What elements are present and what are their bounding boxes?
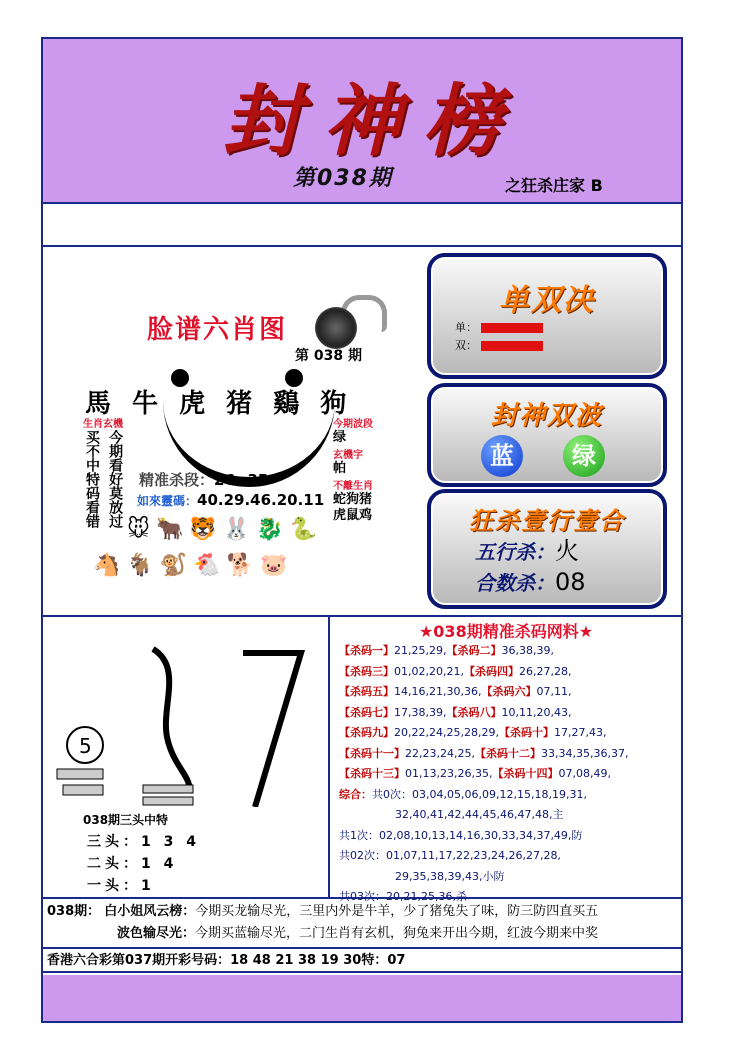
mascot-icon — [57, 727, 103, 795]
kill-net-value: 21,25,29, — [394, 644, 447, 657]
kill-net-value: 26,27,28, — [518, 664, 572, 678]
head-label: 三头： — [87, 834, 141, 850]
kill-net-key: 【杀码二】 — [446, 644, 502, 657]
wave-green-badge: 绿 — [563, 435, 605, 477]
kill-net-line — [339, 703, 679, 724]
special-label: 特： — [361, 953, 388, 968]
odd-label: 单： — [455, 321, 477, 334]
brand-label: 之狂杀庄家 B — [505, 176, 603, 195]
sum-label: 合数杀： — [475, 571, 555, 595]
hot-value: 40.29.46.20.11 — [197, 491, 325, 509]
issue-prefix: 038期： — [47, 904, 101, 919]
element-row — [475, 536, 663, 567]
kill-net-value: 14,16,21,30,36, — [394, 685, 482, 698]
left-hint-box — [83, 415, 135, 528]
page-title: 封神榜 — [222, 76, 523, 167]
sum-row — [475, 567, 663, 598]
kill-net-line — [339, 682, 679, 703]
right-hint-header: 不離生肖 — [333, 481, 373, 492]
kill-net-value: 共03次：20,21,25,36,杀 — [339, 890, 467, 903]
kill-net-line — [339, 867, 679, 888]
animal-icons-row: 🐴🐐🐒🐔🐕🐷 — [93, 553, 294, 578]
kill-net-title-text: 038期精准杀码网料 — [433, 622, 579, 641]
draw-result-row — [43, 947, 681, 973]
kill-net-line — [339, 744, 679, 765]
note-label: 白小姐风云榜： — [104, 904, 196, 919]
face-chart-title: 脸谱六肖图 — [147, 315, 288, 345]
sum-value: 08 — [555, 568, 586, 596]
three-heads-row — [87, 853, 177, 873]
kill-net-value: 36,38,39, — [501, 644, 554, 657]
kill-net-value: 共0次：03,04,05,06,09,12,15,18,19,31, — [372, 787, 587, 801]
svg-text:5: 5 — [79, 734, 92, 758]
star-icon: ★ — [578, 622, 594, 641]
head-label: 一头： — [87, 878, 141, 894]
period-label: 第038期 — [293, 166, 393, 191]
middle-section — [43, 247, 681, 617]
kill-net-key: 【杀码九】 — [339, 726, 394, 739]
star-icon: ★ — [418, 622, 434, 641]
kill-net-line — [339, 641, 679, 662]
even-row — [455, 337, 663, 355]
right-hint-header: 今期波段 — [333, 419, 373, 430]
range-value: 26--35 — [214, 471, 269, 489]
heads-illustration — [43, 617, 325, 807]
kill-net-value: 01,13,23,26,35, — [405, 767, 493, 780]
blank-row — [43, 204, 681, 247]
lock-icon — [315, 307, 357, 349]
element-value: 火 — [555, 537, 579, 565]
kill-net-value: 20,22,24,25,28,29, — [394, 726, 499, 739]
odd-redacted-bar — [481, 323, 543, 333]
issue-label: 第 038 期 — [295, 348, 362, 364]
zodiac-row: 馬 牛 虎 猪 鷄 狗 — [85, 389, 353, 419]
wave-card — [427, 383, 667, 487]
digit-one-icon — [143, 649, 193, 805]
kill-net-key: 【杀码七】 — [339, 705, 394, 719]
poster-frame — [41, 37, 683, 1023]
kill-net-key: 【杀码三】 — [339, 664, 394, 678]
kill-net-value: 07,11, — [536, 685, 572, 698]
kill-net-line — [339, 785, 679, 806]
left-hint-col: 今期看好莫放过 — [107, 430, 124, 528]
three-heads-title: 038期三头中特 — [83, 813, 169, 827]
note-label: 波色输尽光： — [117, 926, 196, 941]
note-line — [47, 923, 677, 945]
kill-net-key: 【杀码四】 — [463, 664, 519, 678]
special-value: 07 — [387, 953, 406, 968]
kill-net-value: 17,38,39, — [394, 705, 447, 719]
kill-net-key: 【杀码十四】 — [492, 767, 559, 780]
even-label: 双： — [455, 339, 477, 352]
kill-net-value: 33,34,35,36,37, — [540, 746, 629, 760]
even-redacted-bar — [481, 341, 543, 351]
head-value: 1 4 — [141, 856, 178, 872]
head-label: 二头： — [87, 856, 141, 872]
element-title: 狂杀壹行壹合 — [469, 507, 625, 535]
lower-section — [43, 617, 681, 903]
right-hint-value: 绿 — [333, 430, 347, 445]
kill-net-value: 22,23,24,25, — [405, 746, 475, 760]
three-heads-row — [87, 831, 200, 851]
note-line — [47, 901, 677, 923]
kill-net-key: 【杀码八】 — [446, 705, 502, 719]
kill-net-value: 10,11,20,43, — [501, 705, 572, 719]
wave-blue-badge: 蓝 — [481, 435, 523, 477]
kill-net-value: 01,02,20,21, — [394, 664, 464, 678]
kill-net-line — [339, 662, 679, 683]
hot-numbers-line — [137, 491, 324, 509]
head-value: 1 — [141, 878, 155, 894]
result-numbers: 18 48 21 38 19 30 — [230, 953, 362, 968]
kill-net-key: 【杀码一】 — [339, 644, 394, 657]
right-hint-value: 帕 — [333, 461, 347, 476]
hot-label: 如來靈碼： — [137, 494, 198, 508]
kill-net-key: 【杀码五】 — [339, 685, 394, 698]
note-text: 今期买龙输尽光，三里内外是牛羊，少了猪兔失了味，防三防四直买五 — [195, 904, 599, 919]
range-line — [139, 469, 268, 490]
kill-net-key: 【杀码十二】 — [474, 746, 541, 760]
kill-net-value: 共02次：01,07,11,17,22,23,24,26,27,28, — [339, 849, 561, 862]
kill-net-value: 共1次：02,08,10,13,14,16,30,33,34,37,49,防 — [339, 828, 583, 842]
kill-net-key: 【杀码十一】 — [339, 746, 405, 760]
wave-title: 封神双波 — [490, 401, 603, 431]
kill-net-line — [339, 826, 679, 847]
kill-net-title — [333, 619, 679, 642]
left-hint-header: 生肖玄機 — [83, 419, 123, 430]
element-label: 五行杀： — [475, 540, 555, 564]
kill-net-key: 【杀码十】 — [498, 726, 554, 739]
right-hint-header: 玄機字 — [333, 450, 363, 461]
right-hint-box — [333, 415, 381, 524]
odd-row — [455, 319, 663, 337]
kill-net-line — [339, 846, 679, 867]
kill-net-value: 17,27,43, — [553, 726, 607, 739]
note-text: 今期买蓝输尽光，二门生肖有玄机，狗兔来开出今期，红波今期来中奖 — [195, 926, 599, 941]
footer-banner — [43, 975, 681, 1021]
animal-icons-row: 🐭🐂🐯🐰🐉🐍 — [127, 517, 323, 542]
kill-net-line — [339, 805, 679, 826]
odd-even-card — [427, 253, 667, 379]
odd-even-title: 单双决 — [499, 283, 595, 318]
kill-net-key: 【杀码六】 — [481, 685, 537, 698]
right-hint-value: 蛇狗猪虎鼠鸡 — [333, 492, 373, 523]
result-label: 香港六合彩第037期开彩号码： — [47, 953, 231, 968]
kill-net-key: 【杀码十三】 — [339, 767, 405, 780]
header-banner — [43, 39, 681, 204]
three-heads-row — [87, 875, 155, 895]
head-value: 1 3 4 — [141, 834, 200, 850]
bottom-notes — [47, 901, 677, 945]
kill-net-value: 29,35,38,39,43,小防 — [395, 869, 505, 883]
kill-net-line — [339, 723, 679, 744]
digit-seven-icon — [243, 653, 301, 807]
kill-net-value: 32,40,41,42,44,45,46,47,48,主 — [395, 808, 564, 821]
left-hint-col: 买不中特码看错 — [84, 430, 100, 528]
kill-net-key: 综合： — [339, 787, 372, 801]
range-label: 精准杀段： — [139, 471, 215, 489]
element-card — [427, 489, 667, 609]
divider — [328, 617, 330, 897]
kill-net-list — [339, 641, 679, 908]
kill-net-value: 07,08,49, — [558, 767, 611, 780]
kill-net-line — [339, 764, 679, 785]
